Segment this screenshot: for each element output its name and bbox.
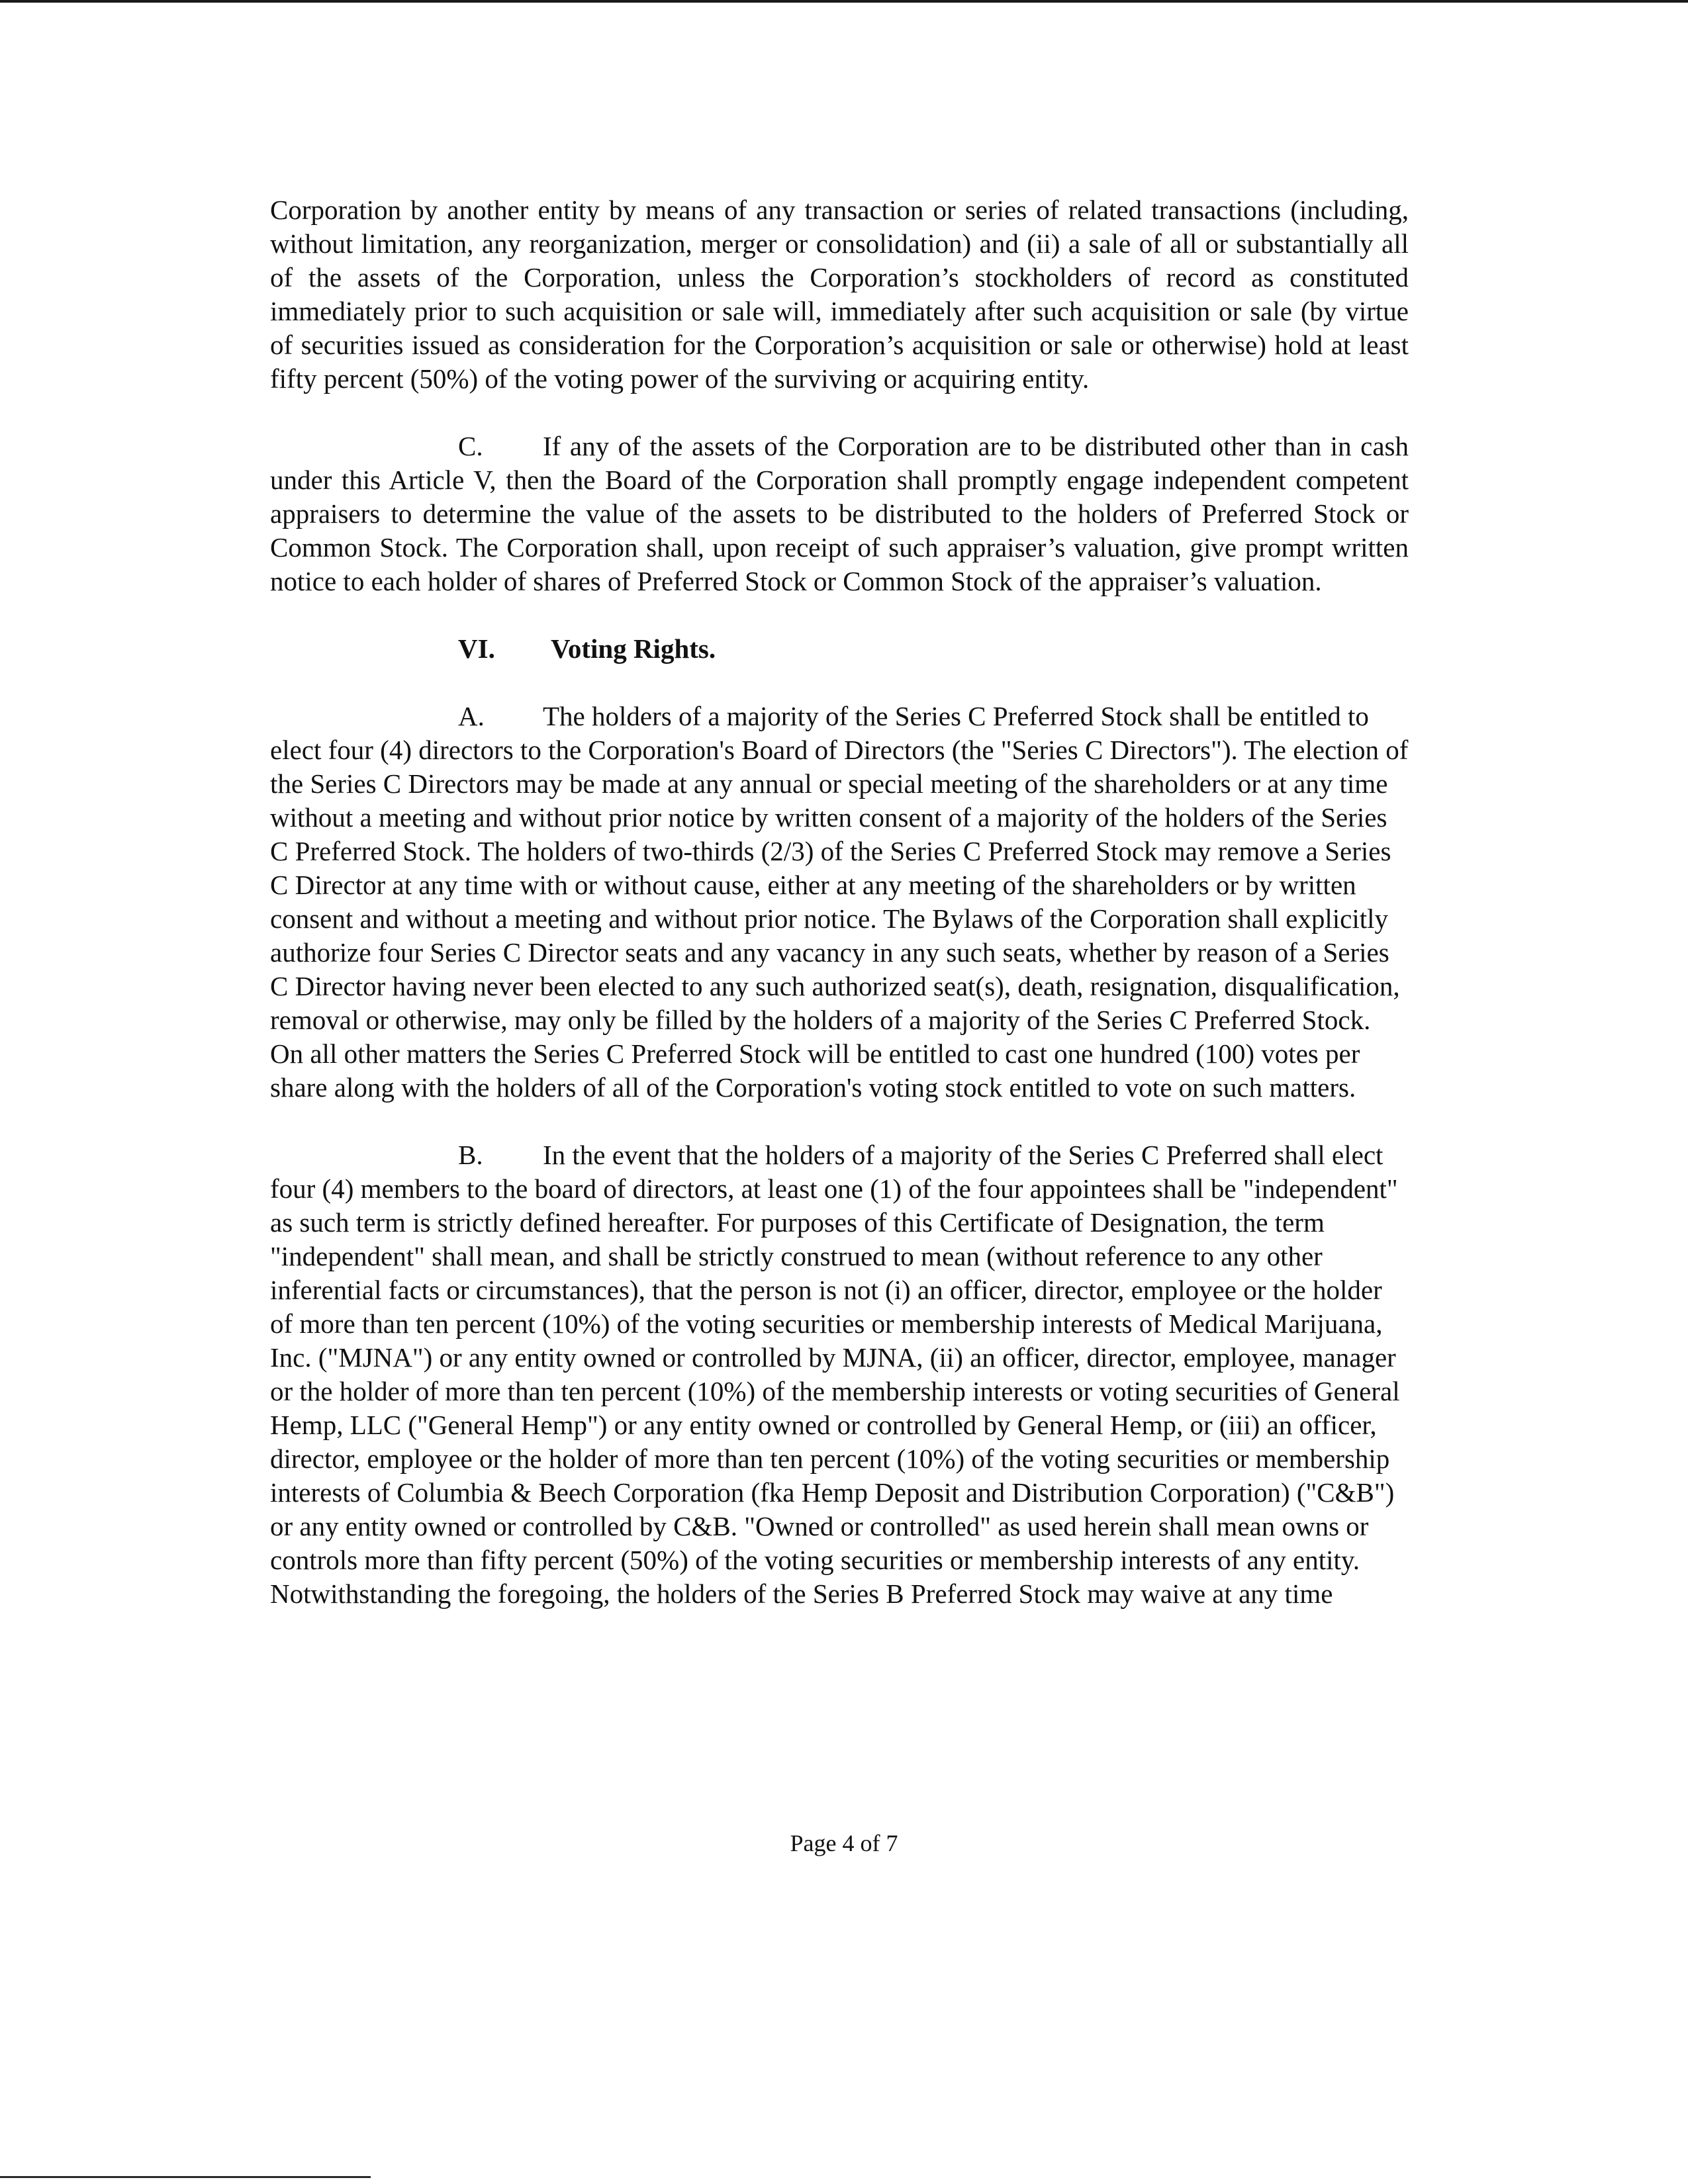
intro-paragraph: Corporation by another entity by means of any transaction or series of related transactions (including, without limitation, any reorganization, merger or consolidation) and (ii) a sale of all or substantially all of the assets of the Corporation, unless the Corporation’s stockholders of record as constituted immediately prior to such acquisition or sale will, immediately after such acquisition or sale (by virtue of securities issued as consideration for the Corporation’s acquisition or sale or otherwise) hold at least fifty percent (50%) of the voting power of the surviving or acquiring entity.: [270, 195, 1409, 394]
document-body: [270, 193, 1409, 1611]
section-c-paragraph: [270, 430, 1409, 598]
article-vi-title: Voting Rights.: [551, 633, 716, 664]
section-c-text: If any of the assets of the Corporation are to be distributed other than in cash under this Article V, then the Board of the Corporation shall promptly engage independent competent appraisers to determine the value of the assets to be distributed to the holders of Preferred Stock or Common Stock. The Corporation shall, upon receipt of such appraiser’s valuation, give prompt written notice to each holder of shares of Preferred Stock or Common Stock of the appraiser’s valuation.: [270, 431, 1409, 596]
section-c-label: C.: [458, 431, 483, 461]
scan-edge-line: [0, 0, 1688, 3]
section-b-label: B.: [458, 1140, 483, 1170]
page-number-footer: Page 4 of 7: [790, 1830, 898, 1856]
section-b-text: In the event that the holders of a majority of the Series C Preferred shall elect four (4) members to the board of directors, at least one (1) of the four appointees shall be "independent" as such term is strictly defined hereafter. For purposes of this Certificate of Designation, the term "independent" shall mean, and shall be strictly construed to mean (without reference to any other inferential facts or circumstances), that the person is not (i) an officer, director, employee or the holder of more than ten percent (10%) of the voting securities or membership interests of Medical Marijuana, Inc. ("MJNA") or any entity owned or controlled by MJNA, (ii) an officer, director, employee, manager or the holder of more than ten percent (10%) of the membership interests or voting securities of General Hemp, LLC ("General Hemp") or any entity owned or controlled by General Hemp, or (iii) an officer, director, employee or the holder of more than ten percent (10%) of the voting securities or membership interests of Columbia & Beech Corporation (fka Hemp Deposit and Distribution Corporation) ("C&B") or any entity owned or controlled by C&B. "Owned or controlled" as used herein shall mean owns or controls more than fifty percent (50%) of the voting securities or membership interests of any entity. Notwithstanding the foregoing, the holders of the Series B Preferred Stock may waive at any time: [270, 1140, 1400, 1609]
article-vi-heading: [270, 632, 1409, 666]
article-vi-number: VI.: [458, 633, 495, 664]
section-a-text: The holders of a majority of the Series C Preferred Stock shall be entitled to elect four (4) directors to the Corporation's Board of Directors (the "Series C Directors"). The election of the Series C Directors may be made at any annual or special meeting of the shareholders or at any time without a meeting and without prior notice by written consent of a majority of the holders of the Series C Preferred Stock. The holders of two-thirds (2/3) of the Series C Preferred Stock may remove a Series C Director at any time with or without cause, either at any meeting of the shareholders or by written consent and without a meeting and without prior notice. The Bylaws of the Corporation shall explicitly authorize four Series C Director seats and any vacancy in any such seats, whether by reason of a Series C Director having never been elected to any such authorized seat(s), death, resignation, disqualification, removal or otherwise, may only be filled by the holders of a majority of the Series C Preferred Stock. On all other matters the Series C Preferred Stock will be entitled to cast one hundred (100) votes per share along with the holders of all of the Corporation's voting stock entitled to vote on such matters.: [270, 701, 1409, 1103]
section-b-paragraph: [270, 1138, 1409, 1611]
section-a-label: A.: [458, 701, 485, 731]
scan-edge-mark: [0, 2176, 371, 2178]
section-a-paragraph: [270, 700, 1409, 1105]
